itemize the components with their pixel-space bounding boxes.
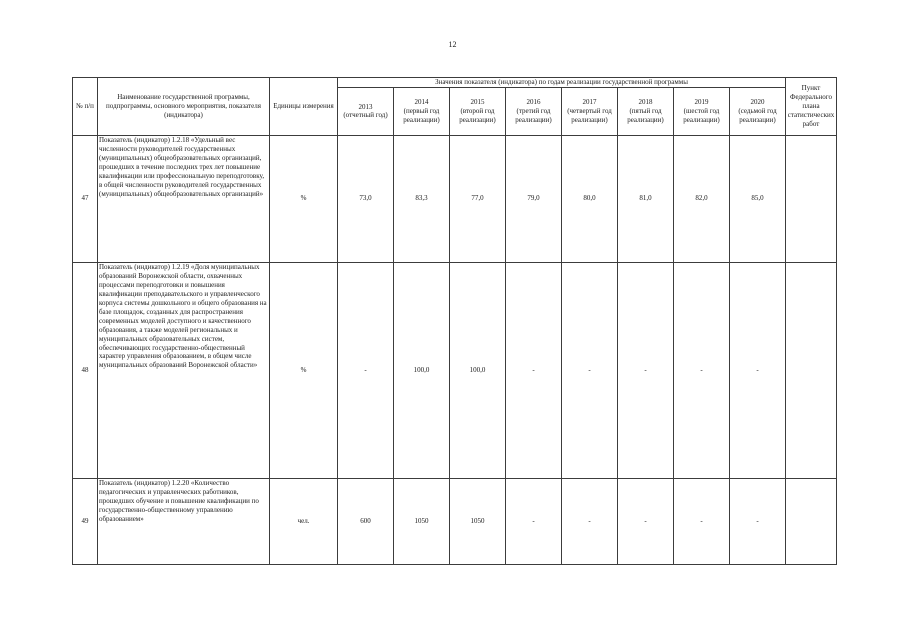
row-name: Показатель (индикатор) 1.2.19 «Доля муниципальных образований Воронежской области, охваченных процессами переподготовки и повышения квалификации преподавательского и управленческого корпуса системы дошкольного и общего образования на базе площадок, созданных для распространения современных моделей доступного и качественного образования, а также моделей региональных и муниципальных образовательных систем, обеспечивающих государственно-общественный характер управления образованием, в общем числе муниципальных образований Воронежской области» bbox=[98, 262, 270, 478]
header-year-note: (шестой год реализации) bbox=[683, 106, 720, 124]
header-year-label: 2015 bbox=[470, 98, 485, 107]
header-num: № п/п bbox=[73, 78, 98, 136]
row-value: 1050 bbox=[450, 478, 506, 564]
header-year-2015 bbox=[450, 87, 506, 135]
header-year-note: (четвертый год реализации) bbox=[567, 106, 612, 124]
row-value: - bbox=[730, 262, 786, 478]
header-year-label: 2018 bbox=[638, 98, 653, 107]
header-year-label: 2013 bbox=[358, 102, 373, 111]
header-year-2017 bbox=[562, 87, 618, 135]
row-plan bbox=[786, 135, 837, 262]
row-value: - bbox=[674, 262, 730, 478]
row-num: 48 bbox=[73, 262, 98, 478]
header-year-2020 bbox=[730, 87, 786, 135]
row-value: 600 bbox=[338, 478, 394, 564]
row-value: 1050 bbox=[394, 478, 450, 564]
header-year-label: 2019 bbox=[694, 98, 709, 107]
header-year-note: (пятый год реализации) bbox=[627, 106, 664, 124]
header-year-label: 2014 bbox=[414, 98, 429, 107]
row-value: - bbox=[562, 478, 618, 564]
header-year-2014 bbox=[394, 87, 450, 135]
header-values-group: Значения показателя (индикатора) по годам реализации государственной программы bbox=[338, 78, 786, 88]
row-value: - bbox=[618, 262, 674, 478]
row-value: 77,0 bbox=[450, 135, 506, 262]
row-plan bbox=[786, 478, 837, 564]
row-name: Показатель (индикатор) 1.2.18 «Удельный вес численности руководителей государственных (муниципальных) общеобразовательных организаций, прошедших в течение последних трех лет повышение квалификации или профессиональную переподготовку, в общей численности руководителей государственных (муниципальных) общеобразовательных организаций» bbox=[98, 135, 270, 262]
header-year-2016 bbox=[506, 87, 562, 135]
row-value: 100,0 bbox=[394, 262, 450, 478]
header-year-label: 2020 bbox=[750, 98, 765, 107]
header-year-note: (третий год реализации) bbox=[515, 106, 552, 124]
header-year-note: (седьмой год реализации) bbox=[738, 106, 777, 124]
row-name: Показатель (индикатор) 1.2.20 «Количество педагогических и управленческих работников, прошедших обучение и повышение квалификации по государственно-общественному управлению образованием» bbox=[98, 478, 270, 564]
row-value: - bbox=[674, 478, 730, 564]
row-value: - bbox=[730, 478, 786, 564]
header-year-2018 bbox=[618, 87, 674, 135]
row-unit: % bbox=[270, 262, 338, 478]
row-value: 79,0 bbox=[506, 135, 562, 262]
row-value: 73,0 bbox=[338, 135, 394, 262]
row-num: 47 bbox=[73, 135, 98, 262]
header-year-note: (отчетный год) bbox=[343, 111, 388, 120]
header-plan: Пункт Федерального плана статистических работ bbox=[786, 78, 837, 136]
row-unit: % bbox=[270, 135, 338, 262]
indicators-table bbox=[72, 77, 837, 565]
row-value: 80,0 bbox=[562, 135, 618, 262]
row-value: - bbox=[506, 478, 562, 564]
row-value: - bbox=[338, 262, 394, 478]
header-name: Наименование государственной программы, подпрограммы, основного мероприятия, показателя (индикатора) bbox=[98, 78, 270, 136]
header-year-label: 2017 bbox=[582, 98, 597, 107]
header-year-2019 bbox=[674, 87, 730, 135]
header-year-label: 2016 bbox=[526, 98, 541, 107]
row-value: 83,3 bbox=[394, 135, 450, 262]
row-unit: чел. bbox=[270, 478, 338, 564]
row-num: 49 bbox=[73, 478, 98, 564]
row-value: 100,0 bbox=[450, 262, 506, 478]
header-year-2013 bbox=[338, 87, 394, 135]
row-plan bbox=[786, 262, 837, 478]
row-value: 82,0 bbox=[674, 135, 730, 262]
row-value: 81,0 bbox=[618, 135, 674, 262]
header-units: Единицы измерения bbox=[270, 78, 338, 136]
header-year-note: (первый год реализации) bbox=[403, 106, 440, 124]
row-value: - bbox=[506, 262, 562, 478]
row-value: - bbox=[618, 478, 674, 564]
header-year-note: (второй год реализации) bbox=[459, 106, 496, 124]
row-value: - bbox=[562, 262, 618, 478]
row-value: 85,0 bbox=[730, 135, 786, 262]
page-number: 12 bbox=[448, 40, 457, 49]
